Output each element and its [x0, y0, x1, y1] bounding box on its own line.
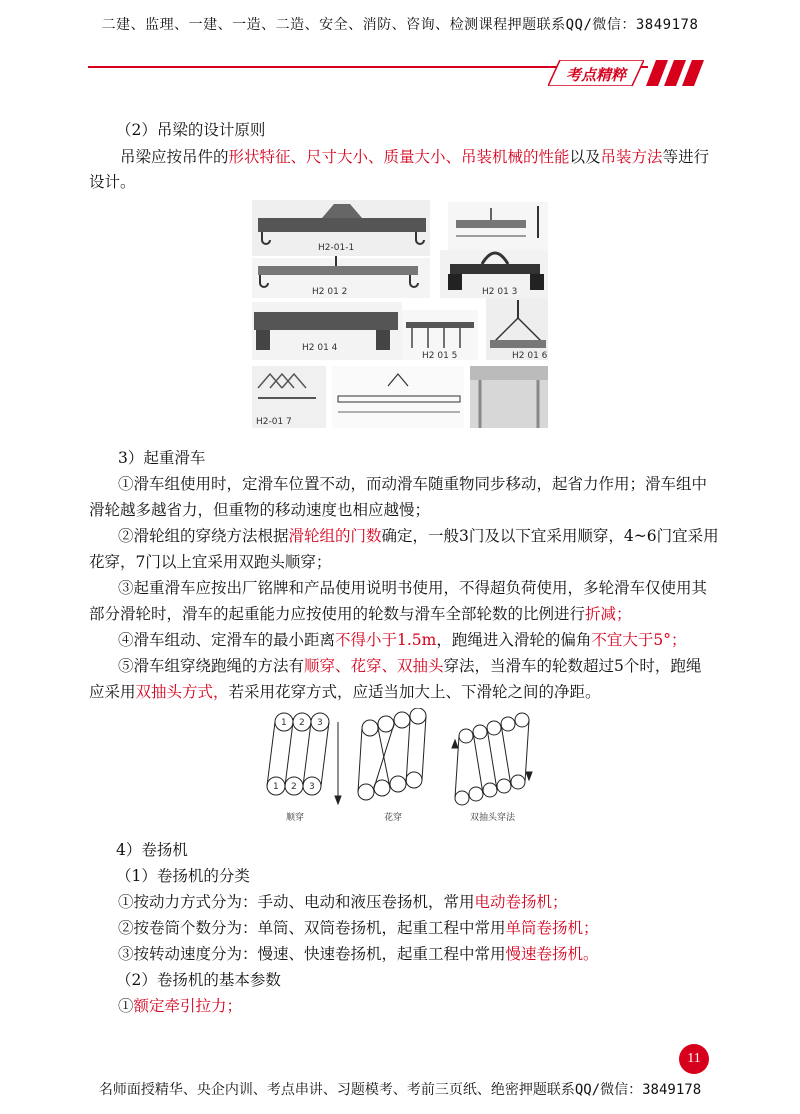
- pulley-num: 1: [273, 782, 279, 792]
- winch-item-4: [118, 997, 242, 1016]
- diagram-double-lead-reeving: [452, 713, 532, 805]
- pulley-item-4: [118, 631, 687, 650]
- text: 穿法，当滑车的轮数超过5个时，跑绳: [443, 657, 702, 675]
- header-tag: 考点精粹: [566, 66, 627, 84]
- photo-h2-01-4: [252, 302, 402, 360]
- text: 若采用花穿方式，应适当加大上、下滑轮之间的净距。: [228, 683, 601, 701]
- diagram-cross-reeving: [358, 708, 426, 800]
- highlight: 慢速卷扬机。: [505, 945, 599, 963]
- caption-4: H2 01 4: [302, 343, 338, 353]
- text: ③按转动速度分为：慢速、快速卷扬机，起重工程中常用: [118, 945, 506, 963]
- photo-h2-01-1: [252, 200, 430, 256]
- caption-3: H2 01 3: [482, 287, 518, 297]
- text: 确定，一般3门及以下宜采用顺穿，4~6门宜采用: [381, 527, 719, 545]
- pulley-item-1: ①滑车组使用时，定滑车位置不动，而动滑车随重物同步移动，起省力作用；滑车组中: [118, 475, 708, 493]
- photo-h2-01-2: [252, 256, 430, 298]
- text: ②按卷筒个数分为：单筒、双筒卷扬机，起重工程中常用: [118, 919, 506, 937]
- text: ⑤滑车组穿绕跑绳的方法有: [118, 657, 305, 675]
- highlight: 折减；: [585, 605, 632, 623]
- caption-6: H2 01 6: [512, 351, 548, 361]
- pulley-num: 1: [281, 718, 287, 728]
- text: 等进行: [662, 148, 710, 166]
- text: ①按动力方式分为：手动、电动和液压卷扬机，常用: [118, 893, 475, 911]
- text: 吊梁应按吊件的: [120, 148, 229, 166]
- caption-5: H2 01 5: [422, 351, 458, 361]
- pulley-item-5-line2: [89, 683, 601, 702]
- highlight: 形状特征、尺寸大小、质量大小、吊装机械的性能: [228, 148, 570, 166]
- caption-double-lead: 双抽头穿法: [470, 813, 516, 823]
- highlight: 电动卷扬机；: [474, 893, 568, 911]
- caption-2: H2 01 2: [312, 287, 348, 297]
- text: 部分滑轮时，滑车的起重能力应按使用的轮数与滑车全部轮数的比例进行: [89, 605, 586, 623]
- text: ，跑绳进入滑轮的偏角: [436, 631, 592, 649]
- highlight: 额定牵引拉力；: [133, 997, 243, 1015]
- pulley-num: 2: [299, 718, 305, 728]
- highlight: 不宜大于5°；: [591, 631, 687, 649]
- winch-item-3: [118, 945, 599, 964]
- winch-heading: 4）卷扬机: [116, 841, 188, 859]
- header-banner: 二建、监理、一建、一造、二造、安全、消防、咨询、检测课程押题联系QQ/微信：3849178: [101, 17, 699, 33]
- photo-h2-01-5: [402, 310, 478, 361]
- beam-schematic: [332, 366, 464, 428]
- caption-7: H2-01 7: [256, 417, 292, 427]
- header-stripes: [646, 60, 712, 86]
- beam-heading: （2）吊梁的设计原则: [116, 121, 266, 139]
- text: ①: [118, 997, 134, 1015]
- beam-paragraph: [120, 148, 709, 167]
- highlight: 双抽头方式，: [135, 683, 229, 701]
- photo-h2-01-6: [486, 298, 548, 361]
- pulley-item-5: [118, 657, 701, 676]
- winch-item-1: [118, 893, 568, 912]
- page-number: 11: [679, 1044, 709, 1074]
- highlight: 顺穿、花穿、双抽头: [304, 657, 444, 675]
- winch-sub-2: （2）卷扬机的基本参数: [116, 971, 281, 989]
- photo-h2-01-3: [440, 250, 548, 298]
- highlight: 吊装方法: [600, 148, 663, 166]
- highlight: 滑轮组的门数: [288, 527, 382, 545]
- text: ④滑车组动、定滑车的最小距离: [118, 631, 336, 649]
- reeving-methods-figure: [262, 708, 538, 826]
- pulley-num: 3: [309, 782, 315, 792]
- photo-h2-01-7: [252, 366, 326, 428]
- pulley-item-2: [118, 527, 719, 546]
- text: ②滑轮组的穿绕方法根据: [118, 527, 289, 545]
- pulley-num: 2: [291, 782, 297, 792]
- winch-sub-1: （1）卷扬机的分类: [116, 867, 250, 885]
- caption-cross: 花穿: [384, 813, 403, 823]
- pulley-heading: 3）起重滑车: [118, 449, 206, 467]
- text: 应采用: [89, 683, 136, 701]
- photo-beam-drawing: [448, 202, 548, 254]
- text: 以及: [569, 148, 601, 166]
- beam-paragraph-line2: 设计。: [89, 173, 136, 191]
- pulley-num: 3: [317, 718, 323, 728]
- caption-1: H2-01-1: [318, 243, 355, 253]
- highlight: 不得小于1.5m: [335, 631, 437, 649]
- photo-crane-hall: [470, 366, 548, 428]
- pulley-item-2-line2: 花穿，7门以上宜采用双跑头顺穿；: [89, 553, 332, 571]
- pulley-item-1-line2: 滑轮越多越省力，但重物的移动速度也相应越慢；: [89, 501, 431, 519]
- pulley-item-3-line2: [89, 605, 632, 624]
- caption-sequential: 顺穿: [286, 813, 305, 823]
- lifting-beam-figure: [250, 198, 550, 430]
- winch-item-2: [118, 919, 599, 938]
- highlight: 单筒卷扬机；: [505, 919, 599, 937]
- footer-banner: 名师面授精华、央企内训、考点串讲、习题模考、考前三页纸、绝密押题联系QQ/微信：3849178: [98, 1082, 702, 1098]
- pulley-item-3: ③起重滑车应按出厂铭牌和产品使用说明书使用，不得超负荷使用，多轮滑车仅使用其: [118, 579, 708, 597]
